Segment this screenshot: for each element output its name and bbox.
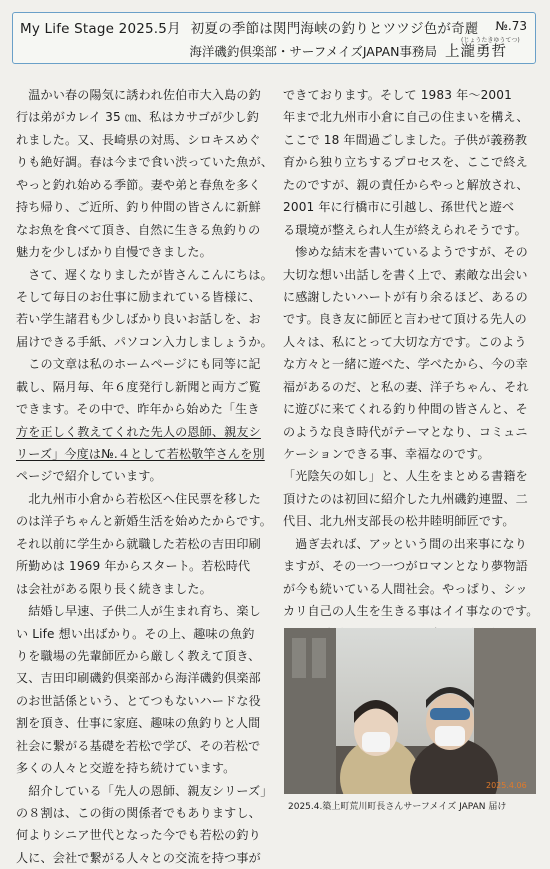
text-line: のは洋子ちゃんと新婚生活を始めたからです。 xyxy=(16,514,273,529)
person-left-mask xyxy=(362,732,390,752)
text-line: ケーションできる事、幸福なのです。 xyxy=(283,447,490,461)
text-line: そして毎日のお仕事に励まれている皆様に、 xyxy=(16,289,261,304)
text-line: 北九州市小倉から若松区へ住民票を移した xyxy=(16,491,261,506)
header-title-line xyxy=(20,17,479,37)
article-left-column xyxy=(16,84,272,869)
text-line: 過ぎ去れば、アッという間の出来事になり xyxy=(283,536,528,551)
text-line: る環境が整えられ人生が終えられそうです。 xyxy=(283,222,527,237)
text-line: 代目、北九州支部長の松井睦明師匠です。 xyxy=(283,514,515,529)
photo-caption: 2025.4.築上町荒川町長さんサーフメイズ JAPAN 届け xyxy=(288,802,507,812)
photo-date-stamp: 2025.4.06 xyxy=(486,781,527,790)
text-line: が今も続いている人間社会。やっぱり、シッ xyxy=(283,581,528,596)
text-line: 多くの人々と交遊を持ち続けています。 xyxy=(16,761,236,776)
text-line: 福があるのだ、と私の妻、洋子ちゃん、それ xyxy=(283,379,529,394)
text-line: な方々と一緒に遊べた、学べたから、今の幸 xyxy=(283,357,528,372)
text-line: それ以前に学生から就職した若松の吉田印刷 xyxy=(16,536,261,551)
text-line: ここで 18 年間過ごしました。子供が義務教 xyxy=(283,132,528,147)
text-line: 何よりシニア世代となった今でも若松の釣り xyxy=(16,828,261,843)
header-org-line xyxy=(189,37,520,61)
text-line: ますが、その一つ一つがロマンとなり夢物語 xyxy=(283,559,528,574)
author-name xyxy=(445,37,520,60)
text-line: リーズ」今度は№.４として若松敬竿さんを別 xyxy=(16,447,265,461)
person-right-mask xyxy=(435,726,465,746)
text-line: 大切な想い出話しを書く上で、素敵な出会い xyxy=(283,267,528,282)
text-line: 又、吉田印刷磯釣倶楽部から海洋磯釣倶楽部 xyxy=(16,671,261,686)
text-line: できます。その中で、昨年から始めた「生き xyxy=(16,402,260,417)
text-line: 紹介している「先人の恩師、親友シリーズ」 xyxy=(16,783,273,798)
text-line: たのですが、親の責任からやっと解放され、 xyxy=(283,177,529,192)
text-line: 「光陰矢の如し」と、人生をまとめる書籍を xyxy=(283,469,528,484)
text-line: やっと釣れ始める季節。妻や弟と春魚を多く xyxy=(16,177,261,192)
text-line: なお魚を食べて頂き、自然に生きる魚釣りの xyxy=(16,222,261,237)
text-line: この文章は私のホームページにも同等に記 xyxy=(16,357,261,372)
text-line: 結婚し早速、子供二人が生まれ育ち、楽し xyxy=(16,604,261,619)
text-line: のような良き時代がテーマとなり、コミュニ xyxy=(283,424,528,439)
text-line: い Life 想い出ばかり。その上、趣味の魚釣 xyxy=(16,626,255,641)
text-line: ページで紹介しています。 xyxy=(16,469,162,484)
text-line: れました。又、長崎県の対馬、シロキスめぐ xyxy=(16,132,261,147)
text-line: 届けできる手紙、パソコン入力しましょうか。 xyxy=(16,334,273,349)
text-line: 人々は、私にとって大切な方です。このよう xyxy=(283,334,527,349)
text-line: 年まで北九州市小倉に自己の住まいを構え、 xyxy=(283,110,529,125)
issue-number: №.73 xyxy=(495,19,527,33)
text-line: 2001 年に行橋市に引越し、孫世代と遊べ xyxy=(283,200,515,215)
text-line: のお世話係という、とてつもないハードな役 xyxy=(16,693,261,708)
text-line: は会社がある限り長く続きました。 xyxy=(16,581,212,596)
text-line: 若い学生諸君も少しばかり良いお話しを、お xyxy=(16,312,261,327)
series-label: My Life Stage 2025.5月 xyxy=(20,21,181,37)
text-line: の８割は、この街の関係者でもありますし、 xyxy=(16,806,261,820)
headline: 初夏の季節は関門海峡の釣りとツツジ色が奇麗 xyxy=(190,21,479,37)
text-line: カリ自己の人生を生きる事はイイ事なのです。 xyxy=(283,604,539,619)
text-line: 載し、隔月毎、年６度発行し新聞と両方ご覧 xyxy=(16,379,261,394)
text-line: です。良き友に師匠と言わせて頂ける先人の xyxy=(283,312,527,327)
newsletter-header xyxy=(12,12,536,64)
sunglasses xyxy=(430,708,470,720)
text-line: 社会に繋がる基礎を若松で学び、その若松で xyxy=(16,738,261,753)
text-line: できております。そして 1983 年～2001 xyxy=(283,88,512,102)
text-line: 温かい春の陽気に誘われ佐伯市大入島の釣 xyxy=(16,88,261,102)
organization: 海洋磯釣倶楽部・サーフメイズJAPAN事務局 xyxy=(189,44,437,59)
text-line: 持ち帰り、ご近所、釣り仲間の皆さんに新鮮 xyxy=(16,200,261,215)
text-line: りを職場の先輩師匠から厳しく教えて頂き、 xyxy=(16,648,261,663)
text-line: 人に、会社で繋がる人々との交流を持つ事が xyxy=(16,850,261,865)
window xyxy=(292,638,306,678)
text-line: 頂けたのは初回に紹介した九州磯釣連盟、二 xyxy=(283,491,528,506)
author-reading: (じょうたきゆうてつ) xyxy=(461,37,520,44)
photo-two-people xyxy=(284,628,536,794)
text-line: 行は弟がカレイ 35 ㎝、私はカサゴが少し釣 xyxy=(16,110,259,125)
text-line: 魅力を少しばかり自慢できました。 xyxy=(16,245,212,260)
text-line: に感謝したいハートが有り余るほど、あるの xyxy=(283,289,528,304)
building-left xyxy=(284,628,336,794)
photo-image xyxy=(284,628,536,794)
text-line: りも絶好調。春は今まで食い渋っていた魚が、 xyxy=(16,155,274,170)
text-line: 惨めな結末を書いているようですが、その xyxy=(283,245,528,260)
article-right-column xyxy=(283,84,537,690)
text-line: 育から独り立ちするプロセスを、ここで終え xyxy=(283,155,528,170)
text-line: に遊びに来てくれる釣り仲間の皆さんと、そ xyxy=(283,402,528,417)
window xyxy=(312,638,326,678)
author-name-text: 上瀧勇哲 xyxy=(445,44,507,60)
text-line: 方を正しく教えてくれた先人の恩師、親友シ xyxy=(16,424,261,439)
text-line: さて、遅くなりましたが皆さんこんにちは。 xyxy=(16,267,273,282)
text-line: 所勤めは 1969 年からスタート。若松時代 xyxy=(16,559,251,574)
text-line: 割を頂き、仕事に家庭、趣味の魚釣りと人間 xyxy=(16,716,261,731)
